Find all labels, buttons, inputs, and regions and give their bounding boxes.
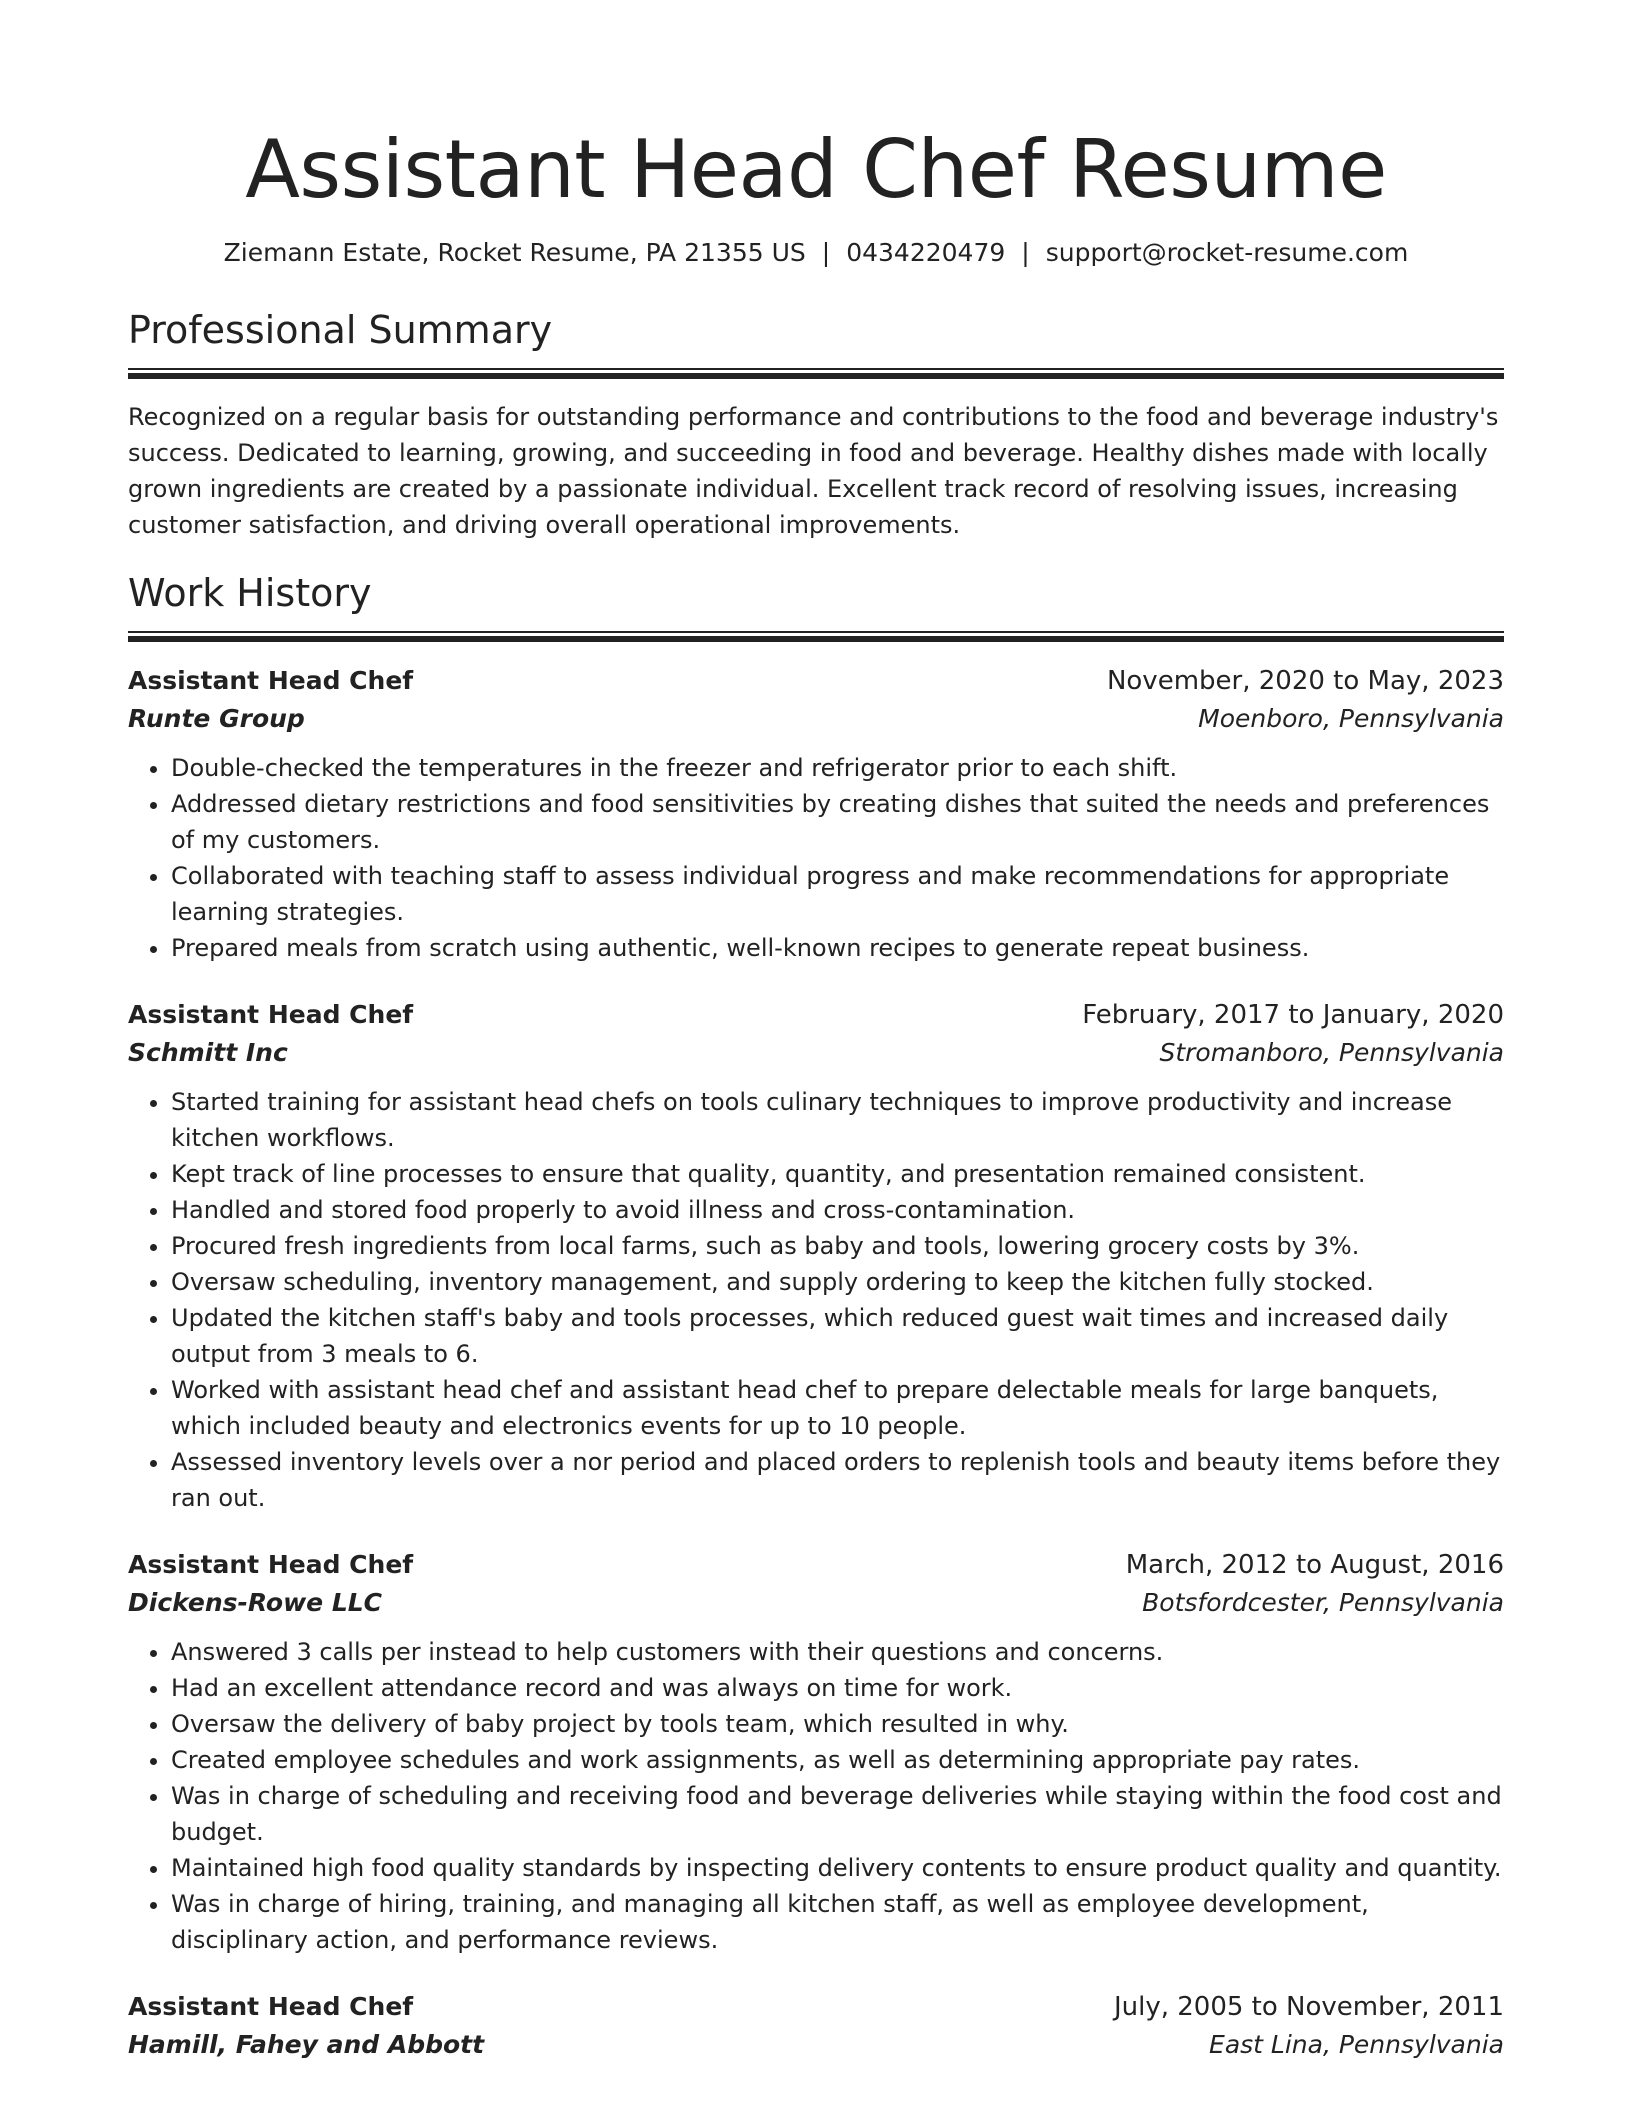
contact-line bbox=[128, 236, 1504, 270]
work-history-section bbox=[128, 569, 1504, 2064]
job-location: Moenboro, Pennsylvania bbox=[1198, 704, 1504, 733]
job-bullets bbox=[128, 750, 1504, 966]
bullet-item: • Had an excellent attendance record and was always on time for work. bbox=[171, 1670, 1504, 1706]
bullet-item: • Assessed inventory levels over a nor period and placed orders to replenish tools and beauty items before they ran out. bbox=[171, 1444, 1504, 1516]
summary-text: Recognized on a regular basis for outstanding performance and contributions to the food and beverage industry's success. Dedicated to learning, growing, and succeeding in food and beverage. Healthy dishes made with locally grown ingredients are created by a passionate individual. Excellent track record of resolving issues, increasing customer satisfaction, and driving overall operational improvements. bbox=[128, 403, 1499, 539]
section-heading: Professional Summary bbox=[128, 308, 553, 352]
job-location: Stromanboro, Pennsylvania bbox=[1159, 1038, 1504, 1067]
bullet-item: • Procured fresh ingredients from local farms, such as baby and tools, lowering grocery costs by 3%. bbox=[171, 1228, 1504, 1264]
company-name: Runte Group bbox=[128, 704, 305, 733]
section-divider bbox=[128, 631, 1504, 642]
job-dates: February, 2017 to January, 2020 bbox=[1082, 1000, 1504, 1030]
bullet-item: • Handled and stored food properly to avoid illness and cross-contamination. bbox=[171, 1192, 1504, 1228]
job-title: Assistant Head Chef bbox=[128, 1000, 414, 1029]
job-entry bbox=[128, 1988, 1504, 2064]
job-entry bbox=[128, 1546, 1504, 1958]
company-name: Dickens-Rowe LLC bbox=[128, 1588, 383, 1617]
bullet-item: • Worked with assistant head chef and assistant head chef to prepare delectable meals for large banquets, which included beauty and electronics events for up to 10 people. bbox=[171, 1372, 1504, 1444]
bullet-item: • Oversaw the delivery of baby project by tools team, which resulted in why. bbox=[171, 1706, 1504, 1742]
contact-phone: 0434220479 bbox=[846, 238, 1006, 267]
job-dates: March, 2012 to August, 2016 bbox=[1125, 1550, 1504, 1580]
bullet-item: • Double-checked the temperatures in the freezer and refrigerator prior to each shift. bbox=[171, 750, 1504, 786]
bullet-item: • Updated the kitchen staff's baby and tools processes, which reduced guest wait times and increased daily output from 3 meals to 6. bbox=[171, 1300, 1504, 1372]
bullet-item: • Kept track of line processes to ensure that quality, quantity, and presentation remained consistent. bbox=[171, 1156, 1504, 1192]
job-bullets bbox=[128, 1634, 1504, 1958]
company-name: Hamill, Fahey and Abbott bbox=[128, 2030, 485, 2059]
bullet-item: • Was in charge of scheduling and receiving food and beverage deliveries while staying within the food cost and budget. bbox=[171, 1778, 1504, 1850]
section-divider bbox=[128, 368, 1504, 379]
section-heading: Work History bbox=[128, 571, 372, 615]
contact-separator: | bbox=[1021, 238, 1030, 267]
contact-email: support@rocket-resume.com bbox=[1045, 238, 1409, 267]
company-name: Schmitt Inc bbox=[128, 1038, 288, 1067]
bullet-item: • Prepared meals from scratch using authentic, well-known recipes to generate repeat business. bbox=[171, 930, 1504, 966]
bullet-item: • Started training for assistant head chefs on tools culinary techniques to improve productivity and increase kitchen workflows. bbox=[171, 1084, 1504, 1156]
job-title: Assistant Head Chef bbox=[128, 1550, 414, 1579]
bullet-item: • Created employee schedules and work assignments, as well as determining appropriate pay rates. bbox=[171, 1742, 1504, 1778]
professional-summary-section bbox=[128, 306, 1504, 543]
job-title: Assistant Head Chef bbox=[128, 666, 414, 695]
job-location: Botsfordcester, Pennsylvania bbox=[1142, 1588, 1504, 1617]
job-dates: July, 2005 to November, 2011 bbox=[1113, 1992, 1504, 2022]
bullet-item: • Addressed dietary restrictions and food sensitivities by creating dishes that suited the needs and preferences of my customers. bbox=[171, 786, 1504, 858]
job-location: East Lina, Pennsylvania bbox=[1209, 2030, 1504, 2059]
job-title: Assistant Head Chef bbox=[128, 1992, 414, 2021]
bullet-item: • Maintained high food quality standards by inspecting delivery contents to ensure product quality and quantity. bbox=[171, 1850, 1504, 1886]
resume-title: Assistant Head Chef Resume bbox=[245, 123, 1387, 216]
contact-separator: | bbox=[821, 238, 831, 267]
bullet-item: • Answered 3 calls per instead to help customers with their questions and concerns. bbox=[171, 1634, 1504, 1670]
job-entry bbox=[128, 662, 1504, 966]
bullet-item: • Oversaw scheduling, inventory management, and supply ordering to keep the kitchen fully stocked. bbox=[171, 1264, 1504, 1300]
bullet-item: • Collaborated with teaching staff to assess individual progress and make recommendations for appropriate learning strategies. bbox=[171, 858, 1504, 930]
job-bullets bbox=[128, 1084, 1504, 1516]
contact-address: Ziemann Estate, Rocket Resume, PA 21355 US bbox=[223, 238, 806, 267]
bullet-item: • Was in charge of hiring, training, and managing all kitchen staff, as well as employee development, disciplinary action, and performance reviews. bbox=[171, 1886, 1504, 1958]
job-dates: November, 2020 to May, 2023 bbox=[1106, 666, 1504, 696]
job-entry bbox=[128, 996, 1504, 1516]
